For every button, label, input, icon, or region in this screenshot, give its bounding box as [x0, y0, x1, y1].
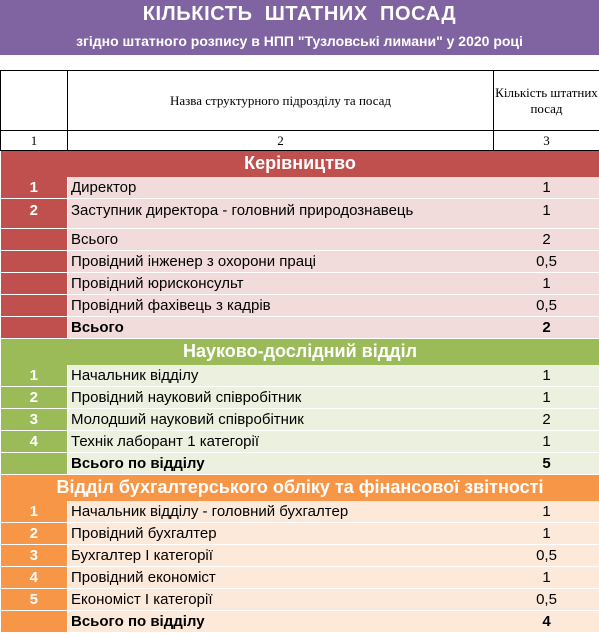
position-count: 2 — [494, 229, 599, 251]
position-count: 1 — [494, 431, 599, 453]
row-number: 3 — [1, 545, 68, 567]
table-row — [1, 409, 599, 431]
table-row — [1, 365, 599, 387]
title-band — [0, 0, 599, 55]
position-count: 1 — [494, 365, 599, 387]
position-count: 0,5 — [494, 545, 599, 567]
table-row — [1, 589, 599, 611]
position-name: Бухгалтер І категорії — [68, 545, 494, 567]
position-count: 0,5 — [494, 251, 599, 273]
row-number — [1, 453, 68, 475]
section-header-management — [1, 151, 599, 177]
table-row — [1, 567, 599, 589]
position-name: Провідний інженер з охорони праці — [68, 251, 494, 273]
total-row — [1, 317, 599, 339]
table-row — [1, 295, 599, 317]
position-count: 0,5 — [494, 589, 599, 611]
row-number — [1, 251, 68, 273]
column-number-1: 1 — [1, 131, 68, 151]
row-number: 2 — [1, 387, 68, 409]
header-col-name: Назва структурного підрозділу та посад — [68, 71, 494, 131]
position-name: Провідний економіст — [68, 567, 494, 589]
position-name: Провідний фахівець з кадрів — [68, 295, 494, 317]
row-number — [1, 295, 68, 317]
row-number: 1 — [1, 365, 68, 387]
position-name: Провідний науковий співробітник — [68, 387, 494, 409]
column-number-3: 3 — [494, 131, 599, 151]
position-name: Заступник директора - головний природознавець — [68, 199, 494, 229]
header-col-number — [1, 71, 68, 131]
section-title: Науково-дослідний відділ — [1, 339, 599, 365]
section-title: Відділ бухгалтерського обліку та фінансової звітності — [1, 475, 599, 501]
table-row — [1, 501, 599, 523]
table-row — [1, 251, 599, 273]
total-label: Всього по відділу — [68, 611, 494, 633]
position-count: 1 — [494, 523, 599, 545]
position-count: 1 — [494, 177, 599, 199]
position-count: 1 — [494, 273, 599, 295]
total-count: 2 — [494, 317, 599, 339]
position-name: Провідний бухгалтер — [68, 523, 494, 545]
table-row — [1, 199, 599, 229]
row-number: 2 — [1, 199, 68, 229]
table-row — [1, 273, 599, 295]
column-numbers-row — [1, 131, 599, 151]
position-name: Всього — [68, 229, 494, 251]
total-count: 4 — [494, 611, 599, 633]
table-row — [1, 177, 599, 199]
position-name: Начальник відділу - головний бухгалтер — [68, 501, 494, 523]
total-label: Всього по відділу — [68, 453, 494, 475]
table-row — [1, 229, 599, 251]
position-count: 1 — [494, 387, 599, 409]
total-count: 5 — [494, 453, 599, 475]
section-header-accounting — [1, 475, 599, 501]
position-name: Начальник відділу — [68, 365, 494, 387]
row-number: 2 — [1, 523, 68, 545]
table-row — [1, 545, 599, 567]
table-row — [1, 431, 599, 453]
page-title: КІЛЬКІСТЬ ШТАТНИХ ПОСАД — [142, 3, 457, 25]
table-row — [1, 387, 599, 409]
section-title: Керівництво — [1, 151, 599, 177]
position-name: Директор — [68, 177, 494, 199]
position-count: 1 — [494, 567, 599, 589]
row-number: 4 — [1, 431, 68, 453]
row-number: 5 — [1, 589, 68, 611]
position-count: 1 — [494, 199, 599, 229]
row-number: 3 — [1, 409, 68, 431]
position-name: Технік лаборант 1 категорії — [68, 431, 494, 453]
table-row — [1, 523, 599, 545]
row-number — [1, 611, 68, 633]
row-number — [1, 273, 68, 295]
row-number: 1 — [1, 501, 68, 523]
row-number — [1, 317, 68, 339]
page-subtitle: згідно штатного розпису в НПП "Тузловські лимани" у 2020 році — [76, 33, 523, 49]
row-number: 1 — [1, 177, 68, 199]
staff-table — [0, 70, 599, 633]
header-col-quantity: Кількість штатних посад — [494, 71, 599, 131]
position-count: 2 — [494, 409, 599, 431]
total-row — [1, 611, 599, 633]
position-count: 0,5 — [494, 295, 599, 317]
row-number: 4 — [1, 567, 68, 589]
section-header-research — [1, 339, 599, 365]
header-row — [1, 71, 599, 131]
position-name: Молодший науковий співробітник — [68, 409, 494, 431]
total-row — [1, 453, 599, 475]
position-count: 1 — [494, 501, 599, 523]
column-number-2: 2 — [68, 131, 494, 151]
total-label: Всього — [68, 317, 494, 339]
position-name: Економіст І категорії — [68, 589, 494, 611]
row-number — [1, 229, 68, 251]
position-name: Провідний юрисконсульт — [68, 273, 494, 295]
